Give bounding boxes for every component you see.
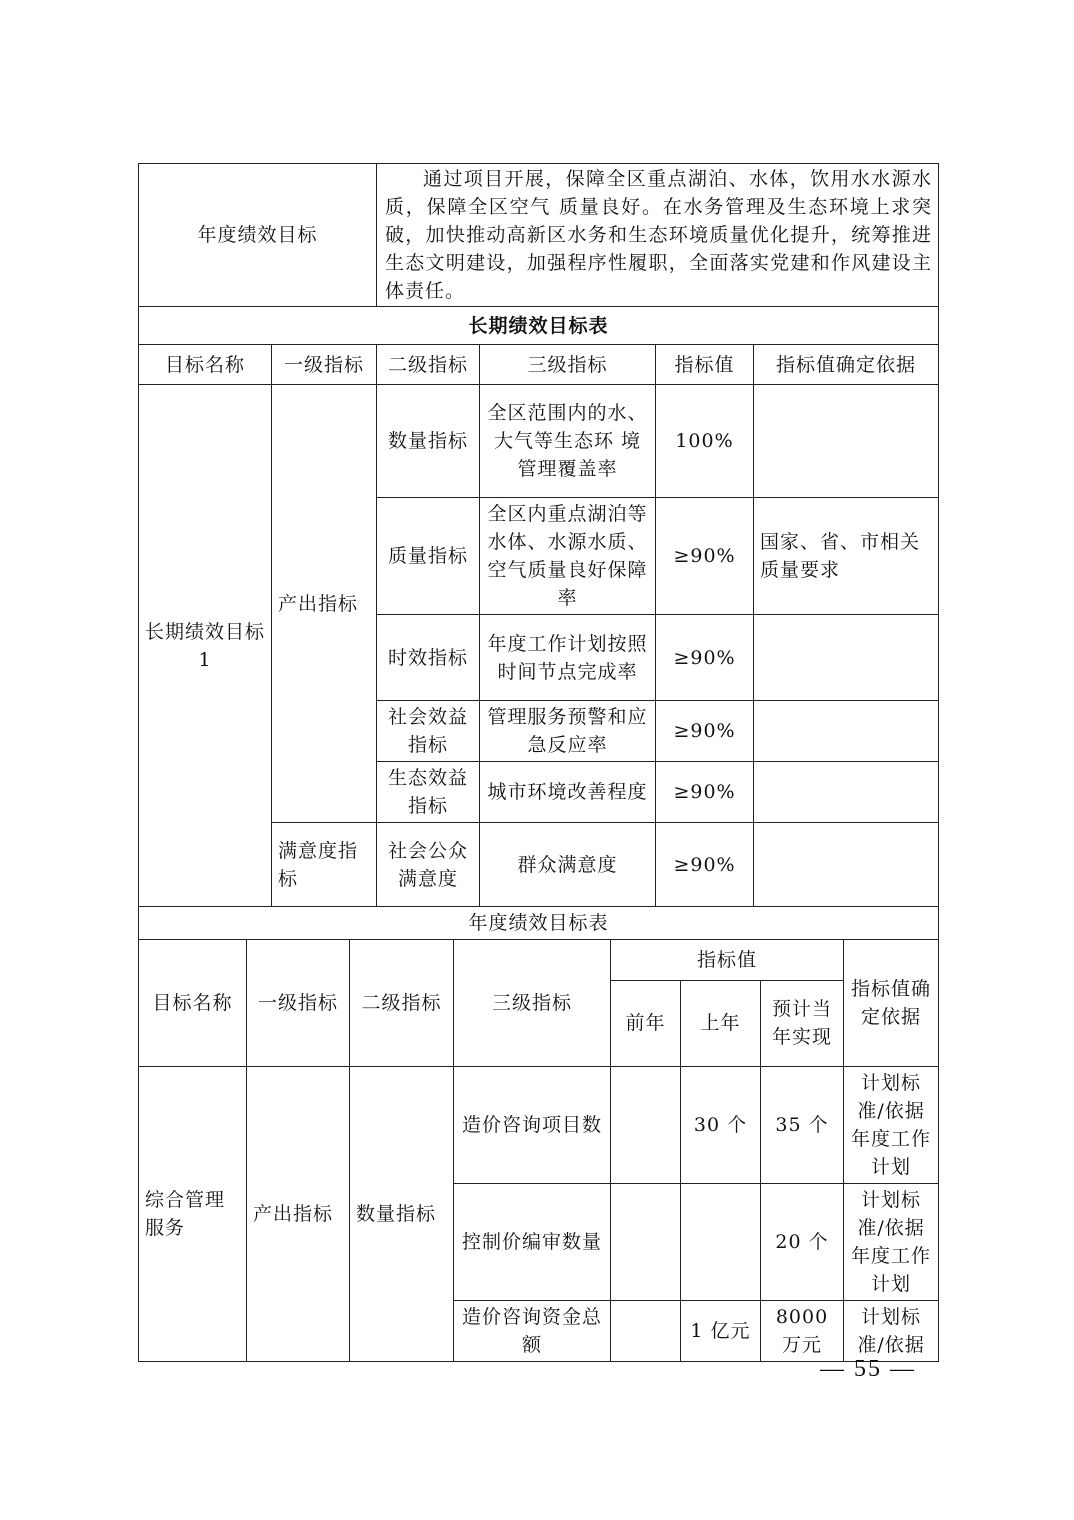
level2-cell: 社会公众满意度 — [377, 823, 480, 907]
header-level1: 一级指标 — [272, 345, 377, 385]
table-row — [139, 1066, 939, 1183]
long-term-header-row — [139, 345, 939, 385]
annual-goal-row — [139, 164, 939, 307]
value-cell: ≥90% — [656, 701, 754, 762]
level2-cell: 质量指标 — [377, 498, 480, 615]
last-year-cell: 1 亿元 — [681, 1300, 761, 1361]
annual-level2: 数量指标 — [350, 1066, 454, 1361]
basis-cell — [754, 823, 939, 907]
level3-cell: 造价咨询项目数 — [454, 1066, 611, 1183]
annual-goal-label: 年度绩效目标 — [139, 164, 377, 307]
header-basis: 指标值确定依据 — [754, 345, 939, 385]
long-term-table-title: 长期绩效目标表 — [139, 307, 939, 345]
value-cell: 100% — [656, 385, 754, 498]
basis-cell — [754, 385, 939, 498]
last-year-cell — [681, 1183, 761, 1300]
performance-table — [138, 163, 939, 940]
long-term-goal-name: 长期绩效目标1 — [139, 385, 272, 907]
expected-cell: 35 个 — [761, 1066, 844, 1183]
annual-header-row — [139, 939, 939, 980]
level3-cell: 全区内重点湖泊等水体、水源水质、 空气质量良好保障 率 — [480, 498, 656, 615]
satisfaction-indicator-label: 满意度指标 — [272, 823, 377, 907]
header-value-group: 指标值 — [611, 939, 844, 980]
basis-cell: 计划标准/依据年度工作计划 — [844, 1066, 939, 1183]
annual-goal-name: 综合管理服务 — [139, 1066, 247, 1361]
expected-cell: 8000 万元 — [761, 1300, 844, 1361]
header-goal-name: 目标名称 — [139, 345, 272, 385]
level3-cell: 群众满意度 — [480, 823, 656, 907]
level2-cell: 社会效益指标 — [377, 701, 480, 762]
header-level3: 三级指标 — [480, 345, 656, 385]
basis-cell: 计划标准/依据 — [844, 1300, 939, 1361]
level3-cell: 全区范围内的水、大气等生态环 境管理覆盖率 — [480, 385, 656, 498]
document-page — [138, 163, 938, 1362]
prev-year-cell — [611, 1066, 681, 1183]
header-value: 指标值 — [656, 345, 754, 385]
header-last-year: 上年 — [681, 980, 761, 1066]
basis-cell: 国家、省、市相关质量要求 — [754, 498, 939, 615]
header-prev-year: 前年 — [611, 980, 681, 1066]
annual-performance-table — [138, 939, 939, 1362]
header-expected: 预计当年实现 — [761, 980, 844, 1066]
annual-level1: 产出指标 — [247, 1066, 350, 1361]
expected-cell: 20 个 — [761, 1183, 844, 1300]
level3-cell: 控制价编审数量 — [454, 1183, 611, 1300]
annual-table-title: 年度绩效目标表 — [139, 907, 939, 940]
value-cell: ≥90% — [656, 498, 754, 615]
value-cell: ≥90% — [656, 823, 754, 907]
prev-year-cell — [611, 1300, 681, 1361]
header-basis: 指标值确定依据 — [844, 939, 939, 1066]
prev-year-cell — [611, 1183, 681, 1300]
level3-cell: 城市环境改善程度 — [480, 762, 656, 823]
header-level2: 二级指标 — [350, 939, 454, 1066]
basis-cell: 计划标准/依据年度工作计划 — [844, 1183, 939, 1300]
basis-cell — [754, 615, 939, 701]
basis-cell — [754, 762, 939, 823]
header-level1: 一级指标 — [247, 939, 350, 1066]
basis-cell — [754, 701, 939, 762]
last-year-cell: 30 个 — [681, 1066, 761, 1183]
annual-goal-text: 通过项目开展，保障全区重点湖泊、水体，饮用水水源水质，保障全区空气 质量良好。在水务管理及生态环境上求突破，加快推动高新区水务和生态环境质量优化提升，统筹推进生态文明建设，加强程序性履职，全面落实党建和作风建设主体责任。 — [377, 164, 939, 307]
header-level2: 二级指标 — [377, 345, 480, 385]
level3-cell: 管理服务预警和应急反应率 — [480, 701, 656, 762]
table-row — [139, 385, 939, 498]
value-cell: ≥90% — [656, 615, 754, 701]
header-level3: 三级指标 — [454, 939, 611, 1066]
header-goal-name: 目标名称 — [139, 939, 247, 1066]
output-indicator-label: 产出指标 — [272, 385, 377, 823]
level3-cell: 造价咨询资金总额 — [454, 1300, 611, 1361]
value-cell: ≥90% — [656, 762, 754, 823]
level2-cell: 时效指标 — [377, 615, 480, 701]
level2-cell: 生态效益指标 — [377, 762, 480, 823]
level2-cell: 数量指标 — [377, 385, 480, 498]
page-number: — 55 — — [820, 1356, 916, 1382]
level3-cell: 年度工作计划按照时间节点完成率 — [480, 615, 656, 701]
